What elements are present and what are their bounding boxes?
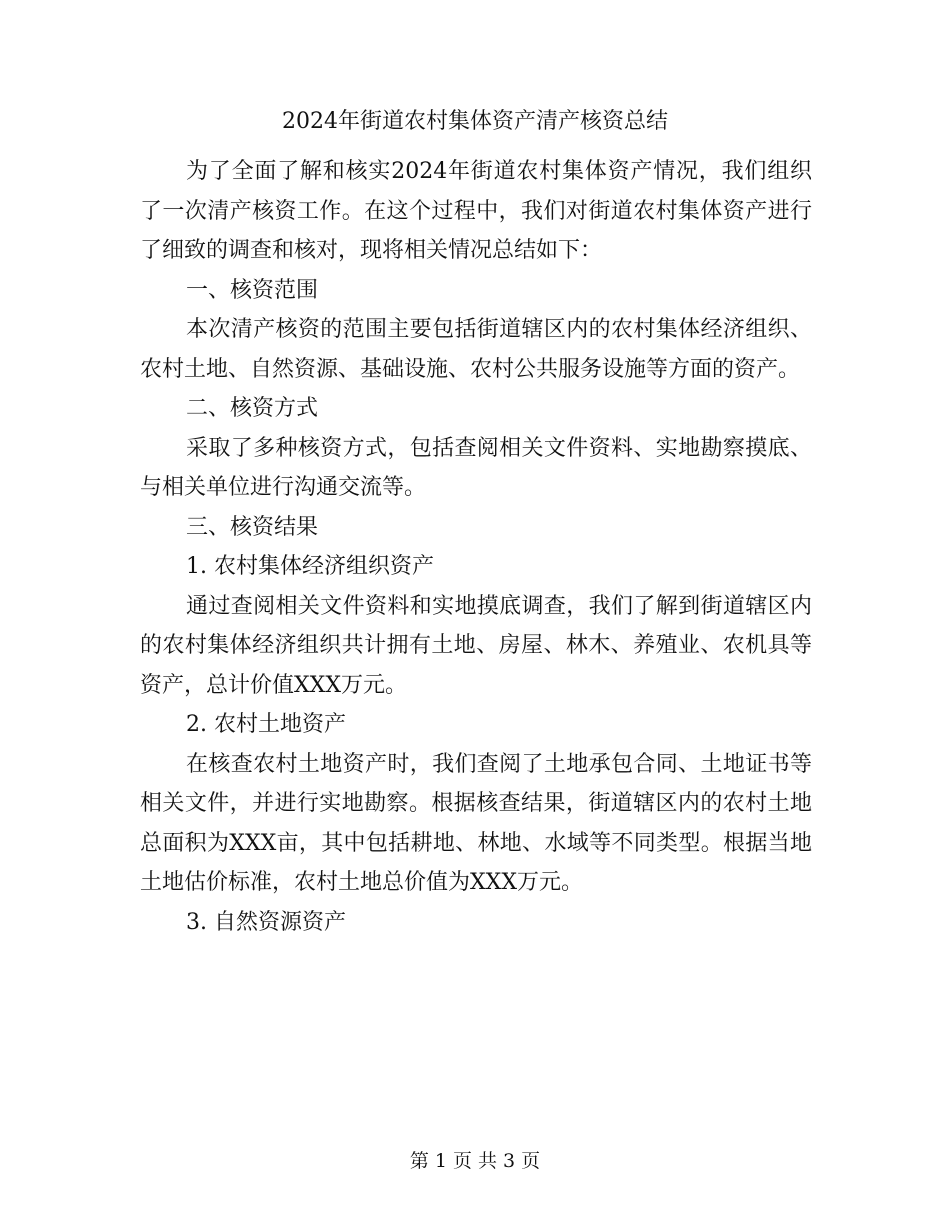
section-heading-scope: 一、核资范围 [186, 277, 319, 303]
intro-paragraph: 为了全面了解和核实2024年街道农村集体资产情况，我们组织了一次清产核资工作。在这个过程中，我们对街道农村集体资产进行了细致的调查和核对，现将相关情况总结如下： [140, 159, 812, 263]
section-heading-results: 三、核资结果 [186, 514, 319, 540]
page-number-footer: 第 1 页 共 3 页 [409, 1150, 541, 1172]
document-title: 2024年街道农村集体资产清产核资总结 [282, 109, 668, 134]
document-body [140, 152, 812, 942]
collective-assets-paragraph: 通过查阅相关文件资料和实地摸底调查，我们了解到街道辖区内的农村集体经济组织共计拥有土地、房屋、林木、养殖业、农机具等资产，总计价值XXX万元。 [140, 593, 812, 698]
scope-paragraph: 本次清产核资的范围主要包括街道辖区内的农村集体经济组织、农村土地、自然资源、基础设施、农村公共服务设施等方面的资产。 [140, 317, 812, 382]
subheading-collective-assets: 1. 农村集体经济组织资产 [186, 554, 434, 579]
section-heading-method: 二、核资方式 [186, 396, 319, 421]
land-assets-paragraph: 在核查农村土地资产时，我们查阅了土地承包合同、土地证书等相关文件，并进行实地勘察。根据核查结果，街道辖区内的农村土地总面积为XXX亩，其中包括耕地、林地、水域等不同类型。根据当地土地估价标准，农村土地总价值为XXX万元。 [140, 751, 812, 895]
subheading-natural-resources: 3. 自然资源资产 [186, 909, 346, 935]
subheading-land-assets: 2. 农村土地资产 [186, 712, 346, 737]
method-paragraph: 采取了多种核资方式，包括查阅相关文件资料、实地勘察摸底、与相关单位进行沟通交流等。 [140, 435, 812, 500]
